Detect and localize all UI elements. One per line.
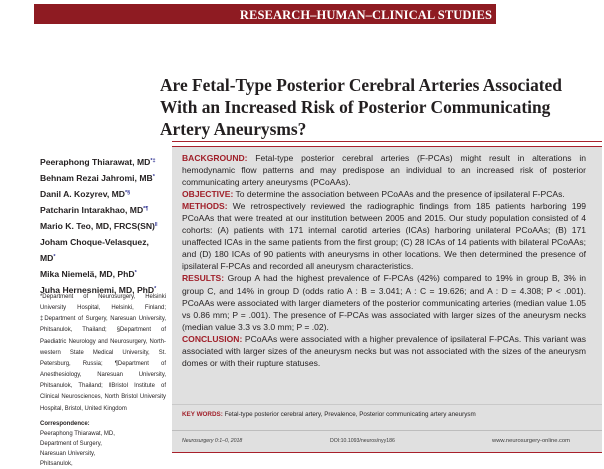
correspondence-line: Naresuan University, bbox=[40, 451, 96, 457]
keywords-box bbox=[172, 404, 602, 431]
author-name: Juha Hernesniemi, MD, PhD bbox=[40, 285, 155, 295]
author bbox=[40, 218, 170, 234]
author bbox=[40, 250, 170, 266]
objective-text: To determine the association between PCoAAs and the presence of ipsilateral F-PCAs. bbox=[233, 189, 565, 200]
page-footer bbox=[172, 430, 602, 453]
title-divider bbox=[172, 141, 602, 142]
background-text: Fetal-type posterior cerebral arteries (F-PCAs) might result in alterations in hemodynamic flow patterns and may predispose an individual to an increased risk of posterior communicating artery aneurysms (PCoAAs). bbox=[182, 153, 586, 188]
methods-label: METHODS: bbox=[182, 201, 228, 212]
doi: DOI:10.1093/neuros/nyy186 bbox=[330, 438, 395, 444]
author-name: Peeraphong Thiarawat, MD bbox=[40, 157, 151, 167]
correspondence bbox=[40, 419, 170, 469]
conclusion-text: PCoAAs were associated with a higher prevalence of ipsilateral F-PCAs. This variant was associated with larger sizes of the aneurysm necks but was not associated with the sizes of the aneurysm domes or with their rupture statuses. bbox=[182, 333, 586, 368]
correspondence-line: Department of Surgery, bbox=[40, 441, 102, 447]
author-name: Mario K. Teo, MD, FRCS(SN) bbox=[40, 221, 155, 231]
author bbox=[40, 234, 170, 250]
author-affiliation-marker: * bbox=[152, 174, 155, 180]
methods-text: We retrospectively reviewed the radiographic findings from 185 patients harboring 199 PCoAAs that were treated at our institution between 2005 and 2015. Our study population consisted of 4 cohorts: (A) patients with 171 internal carotid arteries (ICAs) harboring unilateral PCoAAs; (B) 171 unaffected ICAs in the same patients from the first group; (C) 28 ICAs of 14 patients with bilateral PCoAAs; and (D) 180 ICAs of 90 patients with aneurysms in other locations. We then determined the presence of ipsilateral F-PCAs and recorded all aneurysm characteristics. bbox=[182, 201, 586, 272]
author-name: Joham Choque-Velasquez, bbox=[40, 237, 149, 247]
keywords-label: KEY WORDS: bbox=[182, 411, 223, 418]
author-affiliation-marker: *§ bbox=[125, 190, 131, 196]
keywords-text: Fetal-type posterior cerebral artery, Prevalence, Posterior communicating artery aneurysm bbox=[222, 411, 476, 418]
results-label: RESULTS: bbox=[182, 273, 225, 284]
conclusion-label: CONCLUSION: bbox=[182, 333, 243, 344]
author-affiliation-marker: * bbox=[154, 286, 157, 292]
author bbox=[40, 202, 170, 218]
author-affiliation-marker: *‡ bbox=[150, 158, 156, 164]
author-name: MD bbox=[40, 253, 54, 263]
author bbox=[40, 170, 170, 186]
section-banner bbox=[34, 4, 496, 24]
author-affiliation-marker: *¶ bbox=[143, 206, 149, 212]
keywords bbox=[182, 411, 476, 418]
background-label: BACKGROUND: bbox=[182, 153, 248, 163]
objective-label: OBJECTIVE: bbox=[182, 189, 234, 200]
author bbox=[40, 186, 170, 202]
section-banner-text: RESEARCH–HUMAN–CLINICAL STUDIES bbox=[239, 8, 492, 22]
author bbox=[40, 266, 170, 282]
correspondence-heading: Correspondence: bbox=[40, 421, 90, 427]
journal-citation: Neurosurgery 0:1–0, 2018 bbox=[182, 438, 243, 444]
author-list bbox=[40, 154, 170, 298]
author-affiliation-marker: ‖ bbox=[154, 222, 158, 228]
author-name: Behnam Rezai Jahromi, MB bbox=[40, 173, 153, 183]
correspondence-line: Peeraphong Thiarawat, MD, bbox=[40, 431, 115, 437]
author bbox=[40, 154, 170, 170]
author-name: Mika Niemelä, MD, PhD bbox=[40, 269, 135, 279]
author-affiliation-marker: * bbox=[53, 254, 56, 260]
article-title: Are Fetal-Type Posterior Cerebral Arteries Associated With an Increased Risk of Posterior Communicating Artery Aneurysms? bbox=[160, 75, 562, 139]
correspondence-line: Phitsanulok, bbox=[40, 461, 73, 467]
affiliations: *Department of Neurosurgery, Helsinki University Hospital, Helsinki, Finland; ‡Department of Surgery, Naresuan University, Phitsanulok, Thailand; §Department of Paediatric Neurology and Neurosurgery, North-western State Medical University, St. Petersburg, Russia; ¶Department of Anesthesiology, Naresuan University, Phitsanulok, Thailand; ‖Bristol Institute of Clinical Neurosciences, North Bristol University Hospital, Bristol, United Kingdom bbox=[40, 294, 166, 412]
abstract-box bbox=[172, 146, 602, 405]
author-name: Danil A. Kozyrev, MD bbox=[40, 189, 125, 199]
results-text: Group A had the highest prevalence of F-PCAs (42%) compared to 19% in group B, 3% in group C, and 14% in group D (odds ratio A : B = 3.041; A : C = 19.626; and A : D = 4.308; P < .001). PCoAAs were associated with larger diameters of the posterior communicating arteries (median value 1.05 vs 0.86 mm; P = .001). The presence of F-PCAs was associated with larger sizes of the aneurysm necks (median value 3.3 vs 3.0 mm; P = .02). bbox=[182, 273, 586, 332]
abstract-text bbox=[182, 152, 586, 369]
author-affiliation-marker: * bbox=[134, 270, 137, 276]
author-name: Patcharin Intarakhao, MD bbox=[40, 205, 144, 215]
journal-url[interactable]: www.neurosurgery-online.com bbox=[492, 438, 570, 444]
